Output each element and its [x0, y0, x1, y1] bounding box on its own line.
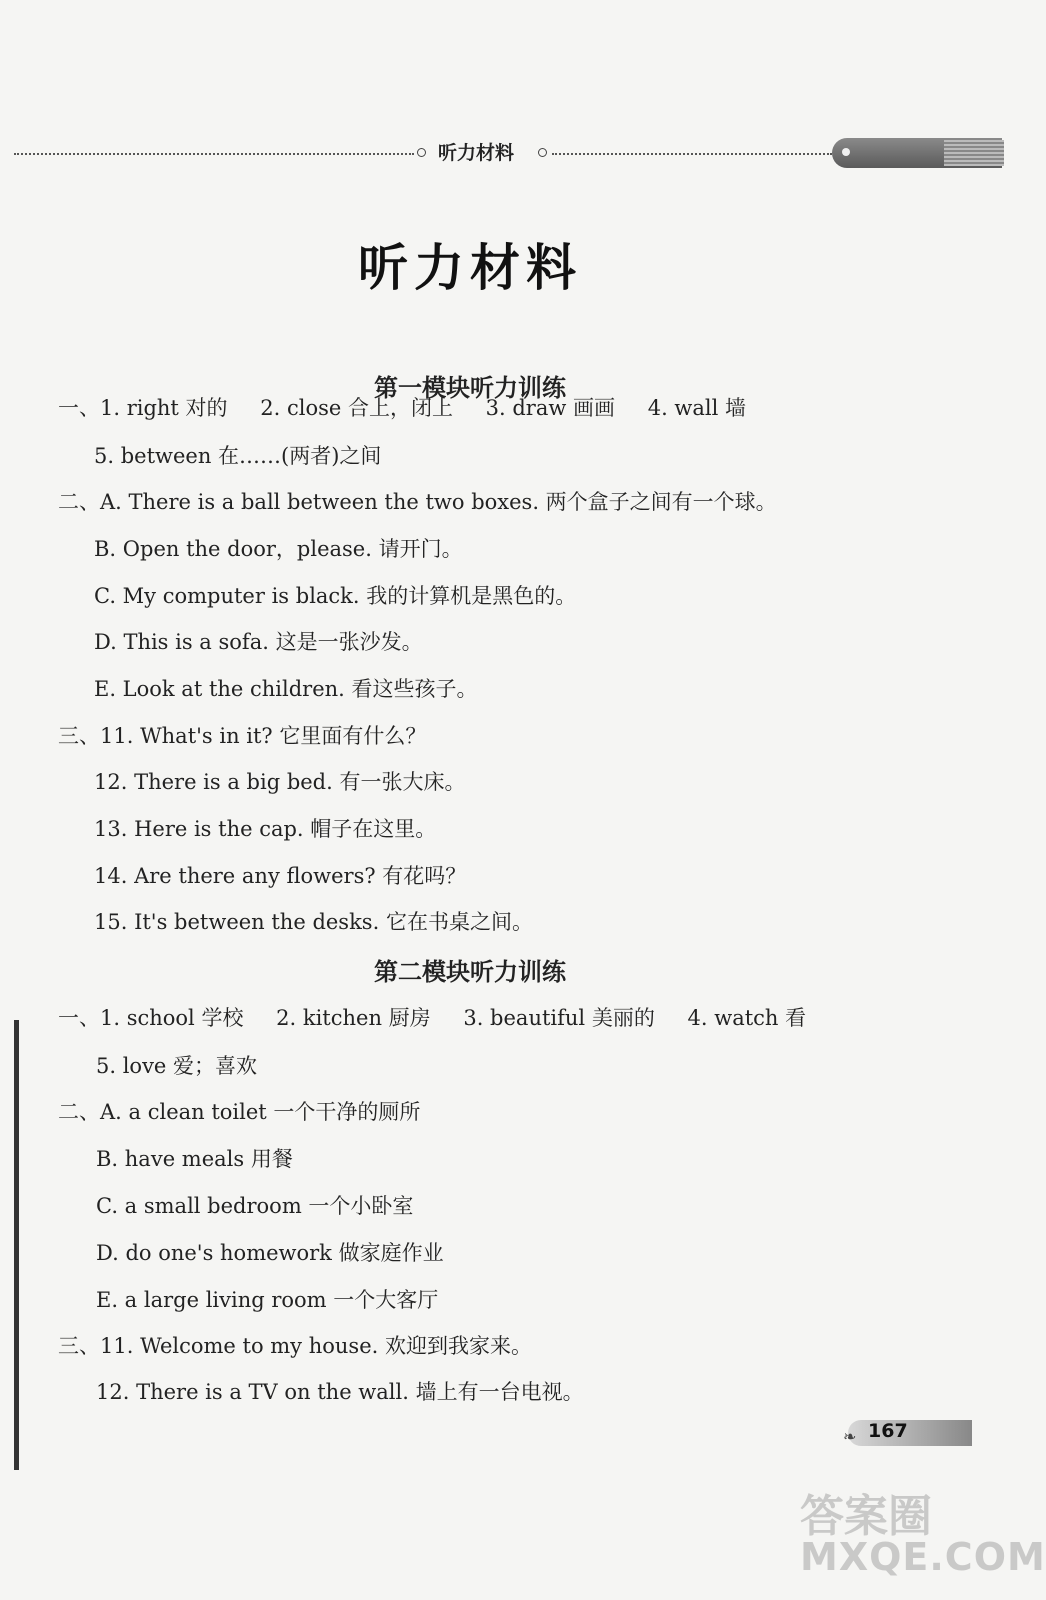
section-title-2: 第二模块听力训练: [374, 958, 566, 986]
page-number-tab: [848, 1420, 972, 1446]
list-item: C. My computer is black. 我的计算机是黑色的。: [94, 584, 577, 608]
list-item: 12. There is a TV on the wall. 墙上有一台电视。: [96, 1380, 584, 1404]
list-item: 三、11. What's in it? 它里面有什么？: [58, 724, 427, 748]
leaf-icon: ❧: [843, 1427, 857, 1446]
list-item: 三、11. Welcome to my house. 欢迎到我家来。: [58, 1334, 532, 1358]
header-stripes: [944, 140, 1004, 166]
list-item: E. Look at the children. 看这些孩子。: [94, 677, 478, 701]
header-title: 听力材料: [438, 142, 515, 164]
list-item: 一、1. school 学校 2. kitchen 厨房 3. beautiful 美丽的 4. watch 看: [58, 1006, 807, 1030]
list-item: 5. between 在……(两者)之间: [94, 444, 382, 468]
list-item: E. a large living room 一个大客厅: [96, 1288, 439, 1312]
list-item: D. This is a sofa. 这是一张沙发。: [94, 630, 423, 654]
list-item: B. have meals 用餐: [96, 1147, 293, 1171]
header-rule-left: [14, 153, 414, 155]
watermark-logo: 答案圈: [800, 1491, 932, 1542]
list-item: 13. Here is the cap. 帽子在这里。: [94, 817, 437, 841]
header-dot-right: [538, 148, 547, 157]
list-item: B. Open the door，please. 请开门。: [94, 537, 463, 561]
page-title: 听力材料: [358, 239, 582, 297]
list-item: 15. It's between the desks. 它在书桌之间。: [94, 910, 533, 934]
header-tab-hole: [842, 148, 850, 156]
list-item: C. a small bedroom 一个小卧室: [96, 1194, 414, 1218]
page-binding-edge: [14, 1020, 19, 1470]
list-item: D. do one's homework 做家庭作业: [96, 1241, 444, 1265]
list-item: 二、A. a clean toilet 一个干净的厕所: [58, 1100, 421, 1124]
list-item: 12. There is a big bed. 有一张大床。: [94, 770, 466, 794]
page-number: 167: [868, 1420, 908, 1442]
running-header: [14, 138, 994, 172]
watermark-url: MXQE.COM: [800, 1535, 1046, 1579]
header-dot-left: [417, 148, 426, 157]
header-rule-right: [552, 153, 832, 155]
list-item: 14. Are there any flowers? 有花吗？: [94, 864, 467, 888]
list-item: 二、A. There is a ball between the two boxes. 两个盒子之间有一个球。: [58, 490, 777, 514]
list-item: 一、1. right 对的 2. close 合上，闭上 3. draw 画画 4. wall 墙: [58, 396, 747, 420]
section-title-1: 第一模块听力训练: [374, 374, 566, 402]
list-item: 5. love 爱；喜欢: [96, 1054, 258, 1078]
